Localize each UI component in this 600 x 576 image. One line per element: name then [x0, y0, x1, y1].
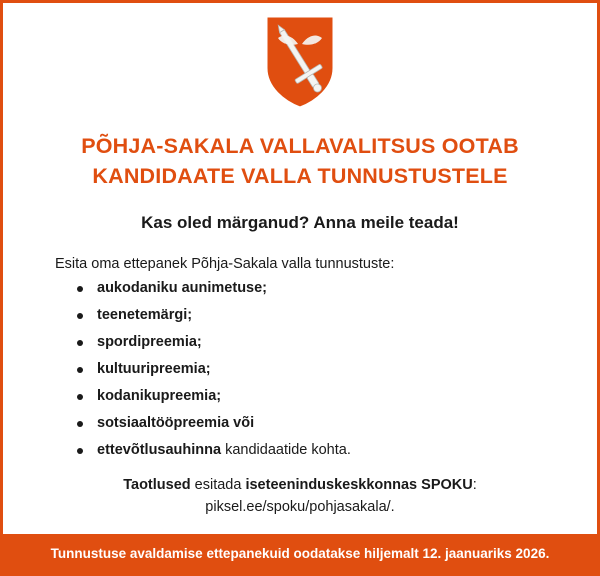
- apply-url: piksel.ee/spoku/pohjasakala/.: [205, 499, 395, 516]
- list-item: [75, 389, 563, 404]
- poster-content: [3, 3, 597, 534]
- apply-instructions: [37, 474, 563, 519]
- list-item: [75, 308, 563, 323]
- list-item-label: sotsiaaltööpreemia või: [97, 415, 255, 432]
- apply-bold-lead: Taotlused: [123, 476, 191, 493]
- list-item: [75, 416, 563, 431]
- crest-container: [37, 14, 563, 110]
- list-item-label: aukodaniku aunimetuse;: [97, 280, 268, 297]
- page-title-line-2: KANDIDAATE VALLA TUNNUSTUSTELE: [92, 163, 508, 188]
- list-item-label: kodanikupreemia;: [97, 388, 222, 405]
- intro-text: Esita oma ettepanek Põhja-Sakala valla tunnustuste:: [55, 256, 395, 273]
- list-item-label: ettevõtlusauhinna: [97, 442, 222, 459]
- list-item-label: kultuuripreemia;: [97, 361, 211, 378]
- page-title: [37, 132, 563, 191]
- apply-mid-text: esitada: [190, 476, 246, 493]
- list-item: [75, 335, 563, 350]
- page-title-line-1: PÕHJA-SAKALA VALLAVALITSUS OOTAB: [81, 134, 519, 158]
- apply-service-name: iseteeninduskeskkonnas SPOKU: [245, 476, 473, 493]
- coat-of-arms-shield-with-sword-icon: [264, 14, 336, 110]
- subheading: Kas oled märganud? Anna meile teada!: [141, 213, 459, 233]
- awards-list: [37, 281, 563, 458]
- apply-colon: :: [472, 476, 477, 493]
- list-item-label: teenetemärgi;: [97, 307, 193, 324]
- list-item: [75, 443, 563, 458]
- list-item: [75, 281, 563, 296]
- list-item: [75, 362, 563, 377]
- deadline-banner: Tunnustuse avaldamise ettepanekuid oodatakse hiljemalt 12. jaanuariks 2026.: [3, 534, 597, 573]
- list-item-label: spordipreemia;: [97, 334, 202, 351]
- list-item-suffix: kandidaatide kohta.: [221, 442, 351, 459]
